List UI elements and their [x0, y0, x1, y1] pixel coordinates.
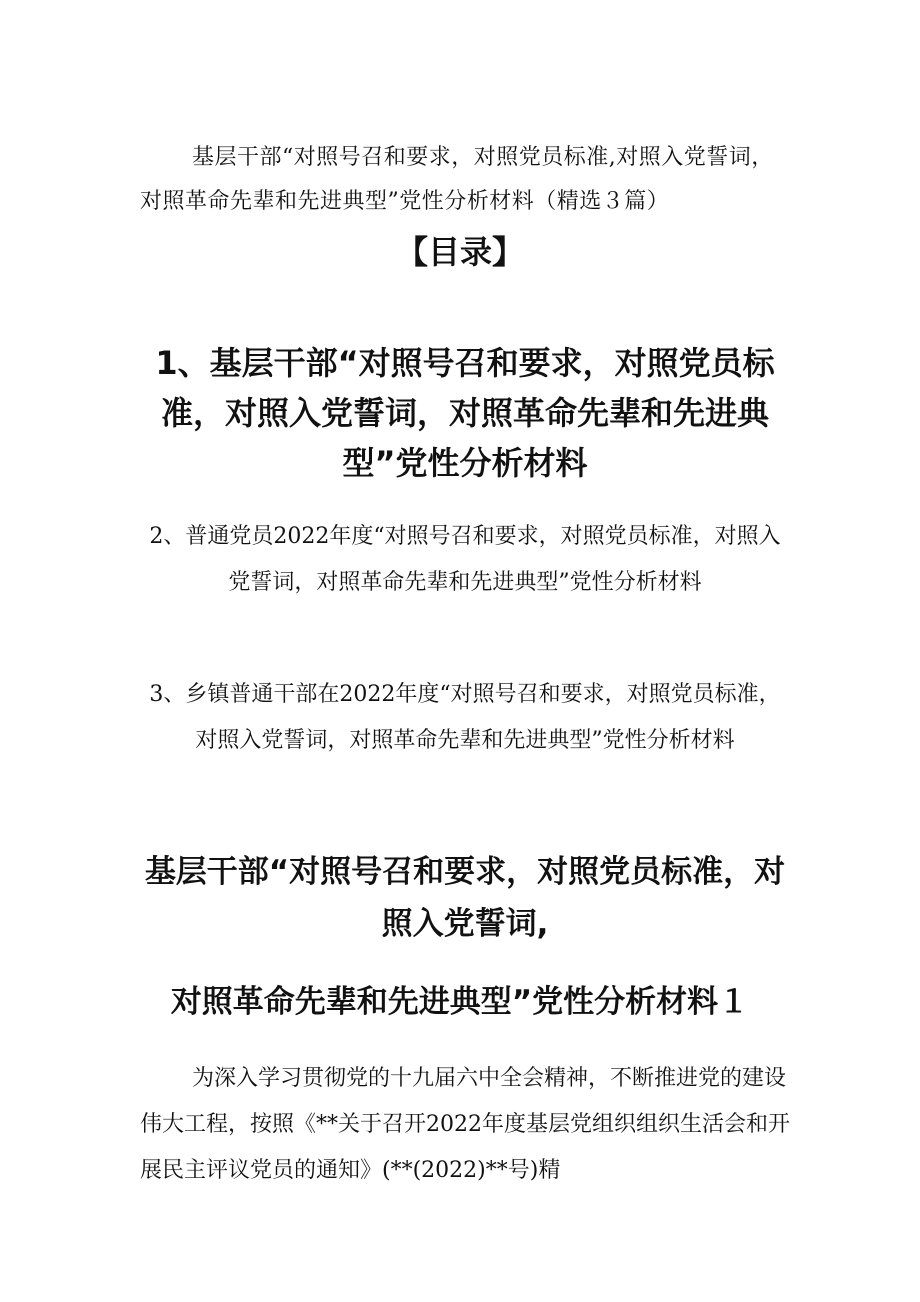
document-intro-title: 基层干部“对照号召和要求，对照党员标准,对照入党誓词，对照革命先辈和先进典型”党性分析材料（精选３篇） [140, 145, 774, 214]
toc-item-3: 3、乡镇普通干部在2022年度“对照号召和要求，对照党员标准，对照入党誓词，对照革命先辈和先进典型”党性分析材料 [149, 682, 781, 753]
toc-heading: 【目录】 [395, 233, 524, 271]
body-paragraph: 为深入学习贯彻党的十九届六中全会精神，不断推进党的建设伟大工程，按照《**关于召开2022年度基层党组织组织生活会和开展民主评议党员的通知》(**(2022)**号)精 [140, 1066, 790, 1183]
article-title-line-1: 基层干部“对照号召和要求，对照党员标准，对照入党誓词, [144, 854, 786, 942]
toc-item-1: 1、基层干部“对照号召和要求，对照党员标准，对照入党誓词，对照革命先辈和先进典型”党性分析材料 [155, 344, 775, 482]
article-title-line-2: 对照革命先辈和先进典型”党性分析材料１ [170, 984, 750, 1020]
toc-item-2: 2、普通党员2022年度“对照号召和要求，对照党员标准，对照入党誓词，对照革命先辈和先进典型”党性分析材料 [149, 524, 781, 595]
